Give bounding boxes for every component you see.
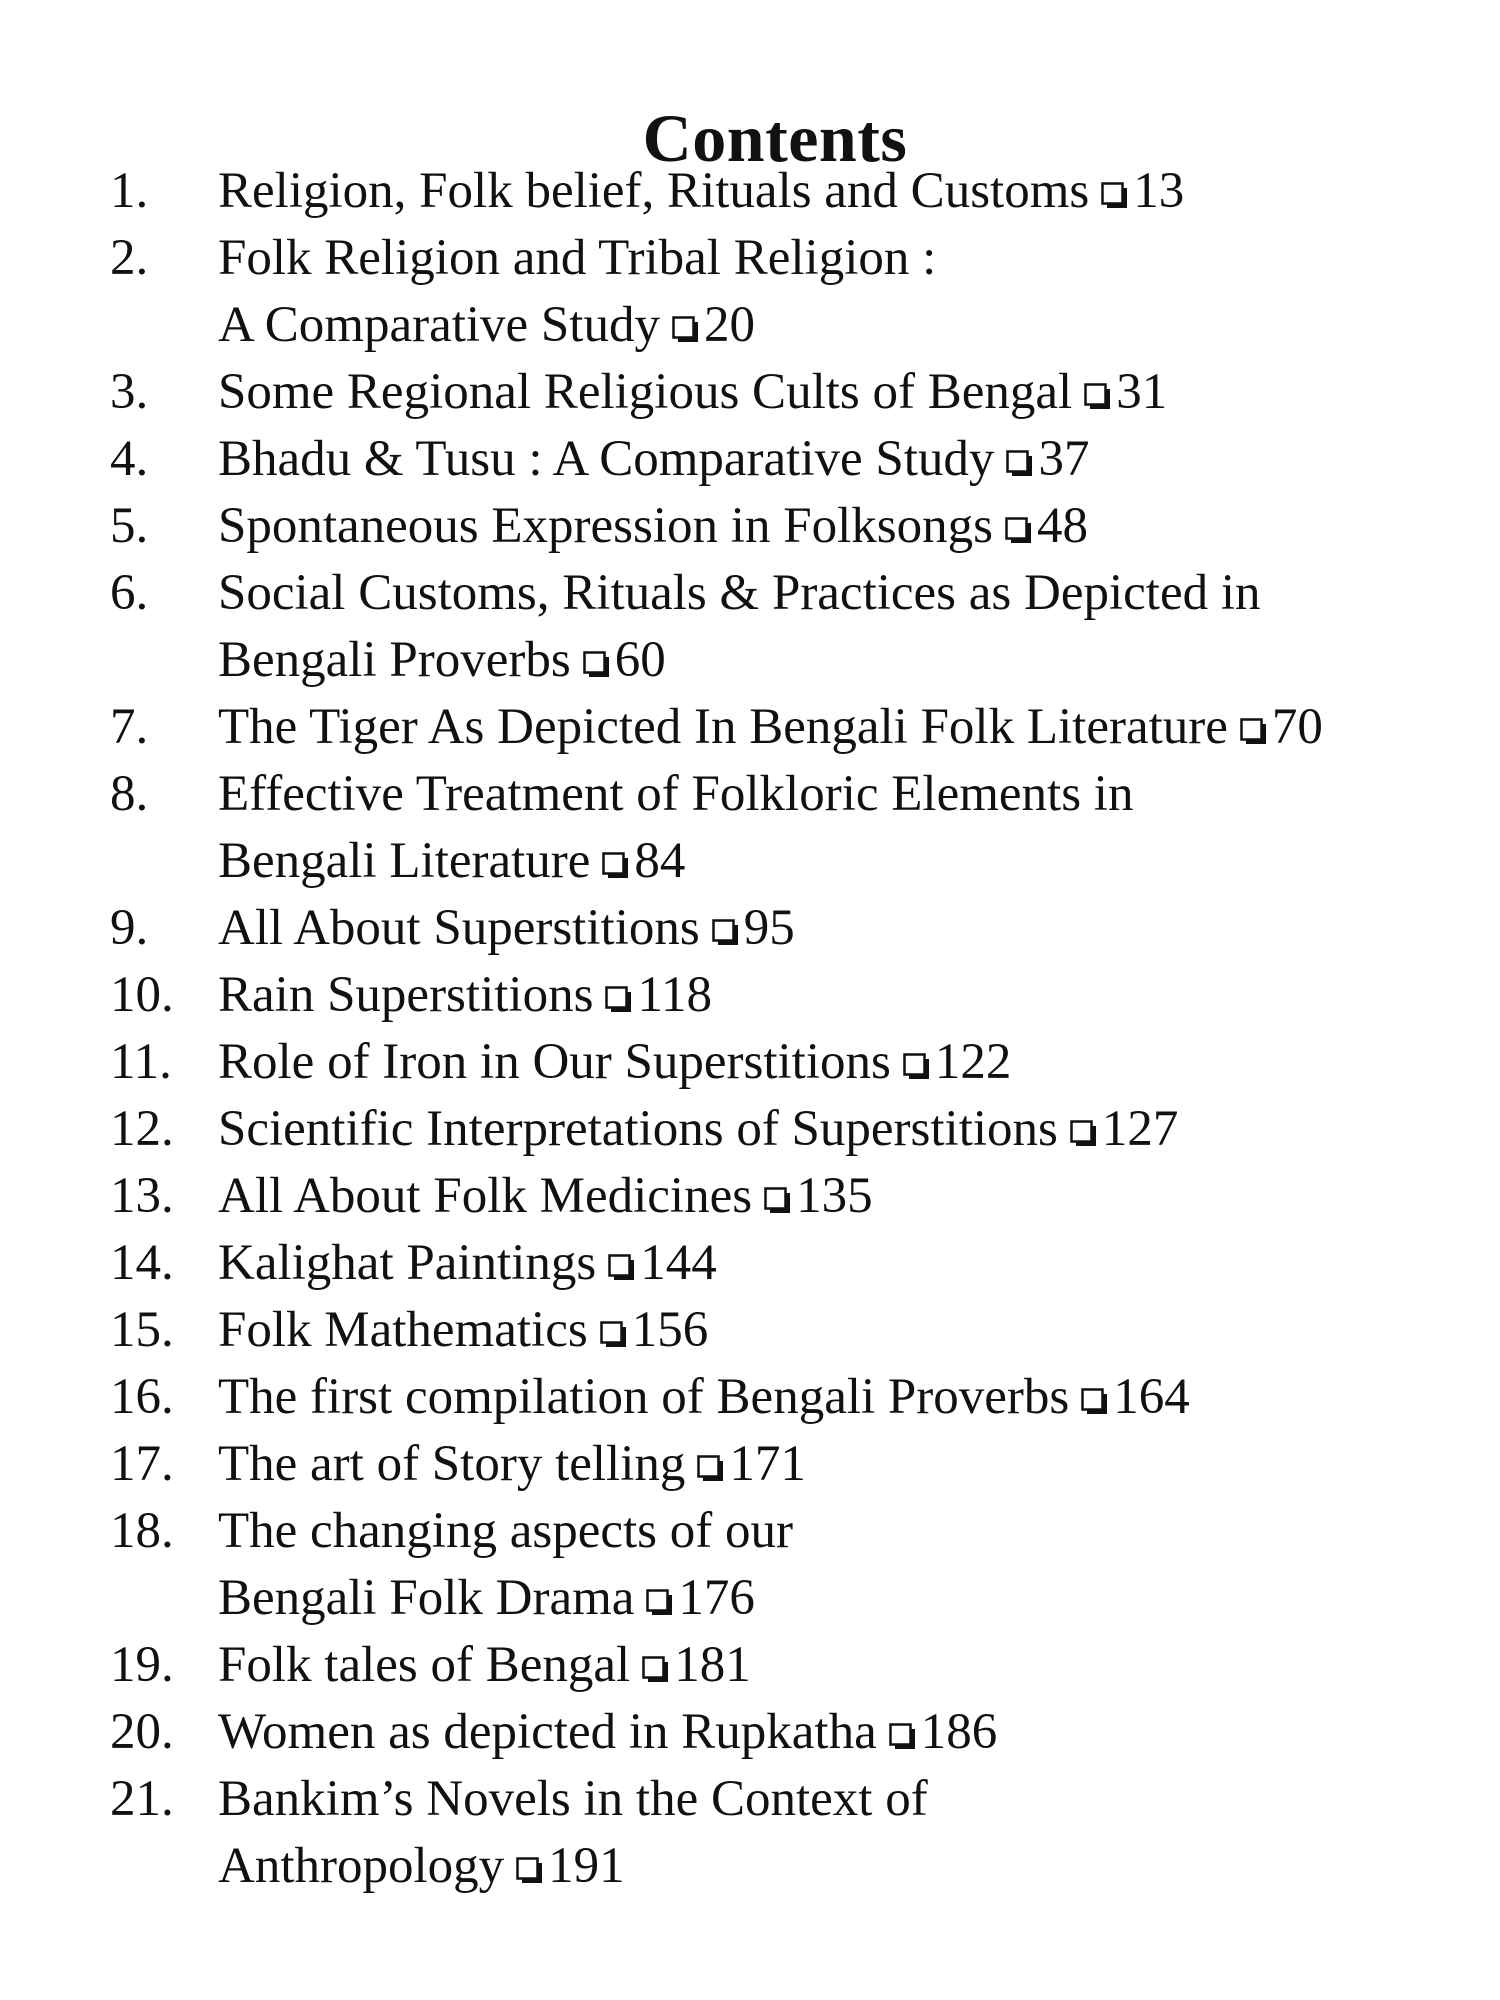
shadowed-box-icon [602,852,628,878]
toc-entry-title-text: Folk Religion and Tribal Religion : [218,230,937,286]
toc-entry-title-text: Bengali Proverbs [218,632,571,688]
shadowed-box-icon [646,1589,672,1615]
toc-page-number: 181 [674,1637,751,1693]
toc-entry-title-text: Bengali Literature [218,833,591,889]
toc-entry [110,1230,1480,1297]
toc-entry-title-text: Spontaneous Expression in Folksongs [218,498,993,554]
shadowed-box-icon [516,1857,542,1883]
toc-entry-title [218,493,1480,560]
toc-page-number: 122 [934,1034,1012,1090]
toc-entry-title [218,1766,1480,1900]
toc-entry-title-line [218,1498,1480,1565]
toc-entry-title [218,1431,1480,1498]
shadowed-box-icon [1101,182,1127,208]
toc-entry-title-text: Bankim’s Novels in the Context of [218,1771,928,1827]
toc-entry-title-text: The art of Story telling [218,1436,686,1492]
toc-entry-title [218,1096,1480,1163]
toc-entry-number: 17. [110,1436,174,1492]
shadowed-box-icon [583,651,609,677]
toc-entry-title-text: Folk tales of Bengal [218,1637,631,1693]
toc-entry-title [218,1029,1480,1096]
table-of-contents [110,158,1480,1900]
toc-page-number: 31 [1116,364,1168,420]
toc-entry-title-line [218,895,1480,962]
toc-entry-title-line [218,1029,1480,1096]
toc-entry-number: 3. [110,364,149,420]
toc-entry-title [218,1230,1480,1297]
toc-entry-title-line [218,1431,1480,1498]
toc-entry-title-text: Folk Mathematics [218,1302,588,1358]
toc-entry-title [218,694,1480,761]
toc-entry [110,1364,1480,1431]
toc-entry-title-text: Anthropology [218,1838,505,1894]
toc-entry [110,158,1480,225]
toc-entry-number: 13. [110,1168,174,1224]
toc-page-number: 13 [1133,163,1185,219]
shadowed-box-icon [608,1254,634,1280]
toc-entry [110,493,1480,560]
shadowed-box-icon [889,1723,915,1749]
toc-entry-title-line [218,292,1480,359]
toc-entry-title-line [218,828,1480,895]
toc-entry-title-text: Bengali Folk Drama [218,1570,635,1626]
toc-entry-title [218,1699,1480,1766]
shadowed-box-icon [903,1053,929,1079]
toc-entry [110,895,1480,962]
toc-entry-title-line [218,1766,1480,1833]
toc-entry-title [218,962,1480,1029]
shadowed-box-icon [605,986,631,1012]
toc-entry-title-line [218,761,1480,828]
toc-entry [110,1766,1480,1900]
toc-entry-number: 1. [110,163,149,219]
shadowed-box-icon [764,1187,790,1213]
toc-entry-title [218,158,1480,225]
toc-entry-title-text: Role of Iron in Our Superstitions [218,1034,891,1090]
shadowed-box-icon [1070,1120,1096,1146]
toc-entry-title [218,225,1480,359]
toc-entry-title-line [218,225,1480,292]
toc-entry-title [218,426,1480,493]
toc-entry-title-text: Social Customs, Rituals & Practices as Depicted in [218,565,1261,621]
toc-entry [110,761,1480,895]
shadowed-box-icon [672,316,698,342]
toc-entry-title [218,1498,1480,1632]
toc-entry-title [218,761,1480,895]
toc-entry-number: 20. [110,1704,174,1760]
toc-entry-title [218,1163,1480,1230]
toc-entry [110,1297,1480,1364]
page-title: Contents [642,99,908,176]
toc-page-number: 176 [678,1570,755,1626]
shadowed-box-icon [600,1321,626,1347]
toc-entry-title-text: Kalighat Paintings [218,1235,597,1291]
toc-page-number: 84 [634,833,686,889]
toc-entry [110,1431,1480,1498]
toc-entry [110,1096,1480,1163]
toc-entry-number: 9. [110,900,149,956]
toc-entry [110,1029,1480,1096]
toc-page-number: 135 [796,1168,873,1224]
toc-entry-number: 15. [110,1302,174,1358]
toc-entry [110,1632,1480,1699]
toc-entry [110,694,1480,761]
toc-entry-number: 2. [110,230,149,286]
shadowed-box-icon [712,919,738,945]
toc-entry-title-text: The changing aspects of our [218,1503,793,1559]
shadowed-box-icon [1005,517,1031,543]
toc-entry-number: 21. [110,1771,174,1827]
toc-entry-title-text: Bhadu & Tusu : A Comparative Study [218,431,995,487]
toc-entry-title-text: Scientific Interpretations of Superstitions [218,1101,1058,1157]
toc-entry-title-line [218,560,1480,627]
toc-entry-title-line [218,1163,1480,1230]
toc-entry-title-text: All About Folk Medicines [218,1168,753,1224]
toc-entry-title [218,359,1480,426]
toc-entry-title-line [218,1297,1480,1364]
toc-entry [110,1699,1480,1766]
toc-entry-title-text: The first compilation of Bengali Proverbs [218,1369,1070,1425]
toc-entry [110,359,1480,426]
toc-entry-title-line [218,1096,1480,1163]
toc-entry-number: 16. [110,1369,174,1425]
toc-entry-title-text: Some Regional Religious Cults of Bengal [218,364,1073,420]
toc-entry-title-line [218,1699,1480,1766]
toc-page-number: 95 [743,900,795,956]
toc-entry-title-text: Effective Treatment of Folkloric Elements in [218,766,1134,822]
toc-entry-title-line [218,1364,1480,1431]
toc-entry-title-text: Rain Superstitions [218,967,594,1023]
toc-entry [110,560,1480,694]
shadowed-box-icon [1081,1388,1107,1414]
toc-entry [110,1163,1480,1230]
toc-page-number: 186 [920,1704,998,1760]
shadowed-box-icon [697,1455,723,1481]
toc-entry-number: 7. [110,699,149,755]
toc-entry-title-line [218,1230,1480,1297]
toc-page-number: 144 [640,1235,717,1291]
toc-entry-title-text: A Comparative Study [218,297,660,353]
toc-page-number: 48 [1036,498,1088,554]
toc-entry-title-text: All About Superstitions [218,900,700,956]
toc-entry-title-line [218,1565,1480,1632]
toc-entry-number: 14. [110,1235,174,1291]
toc-entry-number: 10. [110,967,174,1023]
toc-entry-number: 18. [110,1503,174,1559]
toc-page-number: 171 [729,1436,806,1492]
toc-entry-title [218,1297,1480,1364]
toc-entry-number: 12. [110,1101,174,1157]
toc-entry-title [218,560,1480,694]
toc-entry-title-text: Religion, Folk belief, Rituals and Customs [218,163,1090,219]
toc-page-number: 20 [703,297,755,353]
shadowed-box-icon [1084,383,1110,409]
toc-page-number: 60 [614,632,666,688]
toc-entry-title-line [218,493,1480,560]
shadowed-box-icon [1006,450,1032,476]
toc-entry [110,962,1480,1029]
toc-entry-title-text: The Tiger As Depicted In Bengali Folk Literature [218,699,1228,755]
toc-entry [110,225,1480,359]
toc-entry-number: 5. [110,498,149,554]
toc-entry-number: 19. [110,1637,174,1693]
toc-page-number: 70 [1271,699,1323,755]
toc-entry [110,426,1480,493]
toc-entry-number: 6. [110,565,149,621]
toc-entry-title [218,895,1480,962]
toc-page-number: 127 [1101,1101,1179,1157]
toc-entry [110,1498,1480,1632]
toc-entry-title-line [218,962,1480,1029]
toc-entry-number: 4. [110,431,149,487]
toc-entry-number: 8. [110,766,149,822]
toc-entry-number: 11. [110,1034,172,1090]
toc-entry-title-line [218,158,1480,225]
toc-entry-title-line [218,426,1480,493]
toc-page-number: 164 [1113,1369,1190,1425]
toc-entry-title-line [218,694,1480,761]
toc-entry-title-line [218,627,1480,694]
toc-entry-title-line [218,359,1480,426]
toc-page-number: 156 [631,1302,709,1358]
toc-page-number: 37 [1038,431,1090,487]
toc-entry-title-line [218,1833,1480,1900]
toc-entry-title-line [218,1632,1480,1699]
shadowed-box-icon [642,1656,668,1682]
toc-page-number: 191 [548,1838,625,1894]
toc-entry-title-text: Women as depicted in Rupkatha [218,1704,877,1760]
toc-entry-title [218,1632,1480,1699]
shadowed-box-icon [1240,718,1266,744]
toc-page-number: 118 [637,967,713,1023]
toc-entry-title [218,1364,1480,1431]
